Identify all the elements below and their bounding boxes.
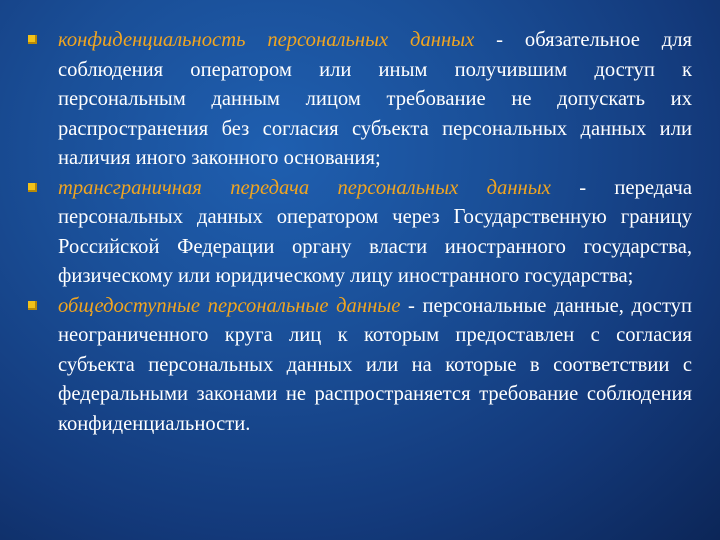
definition-list: [28, 26, 692, 439]
list-item-public-data: [28, 292, 692, 440]
list-item-cross-border-transfer: [28, 174, 692, 292]
term-cross-border-transfer: трансграничная передача персональных данных: [58, 176, 551, 199]
list-item-confidentiality: [28, 26, 692, 174]
definition-confidentiality: - обязательное для соблюдения оператором или иным получившим доступ к персональным данным лицом требование не допускать их распространения без согласия субъекта персональных данных или наличия иного законного основания;: [58, 29, 693, 169]
term-confidentiality: конфиденциальность персональных данных: [58, 29, 475, 51]
square-bullet-icon: [28, 35, 37, 44]
definition-public-data: - персональные данные, доступ неограниченного круга лиц к которым предоставлен с согласия субъекта персональных данных или на которые в соответствии с федеральными законами не распространяется требование соблюдения конфиденциальности.: [58, 294, 692, 435]
square-bullet-icon: [28, 301, 37, 310]
term-public-data: общедоступные персональные данные: [58, 294, 401, 317]
square-bullet-icon: [28, 183, 37, 192]
definition-cross-border-transfer: - передача персональных данных оператором через Государственную границу Российской Федерации органу власти иностранного государства, физическому или юридическому лицу иностранного государства;: [58, 176, 692, 287]
